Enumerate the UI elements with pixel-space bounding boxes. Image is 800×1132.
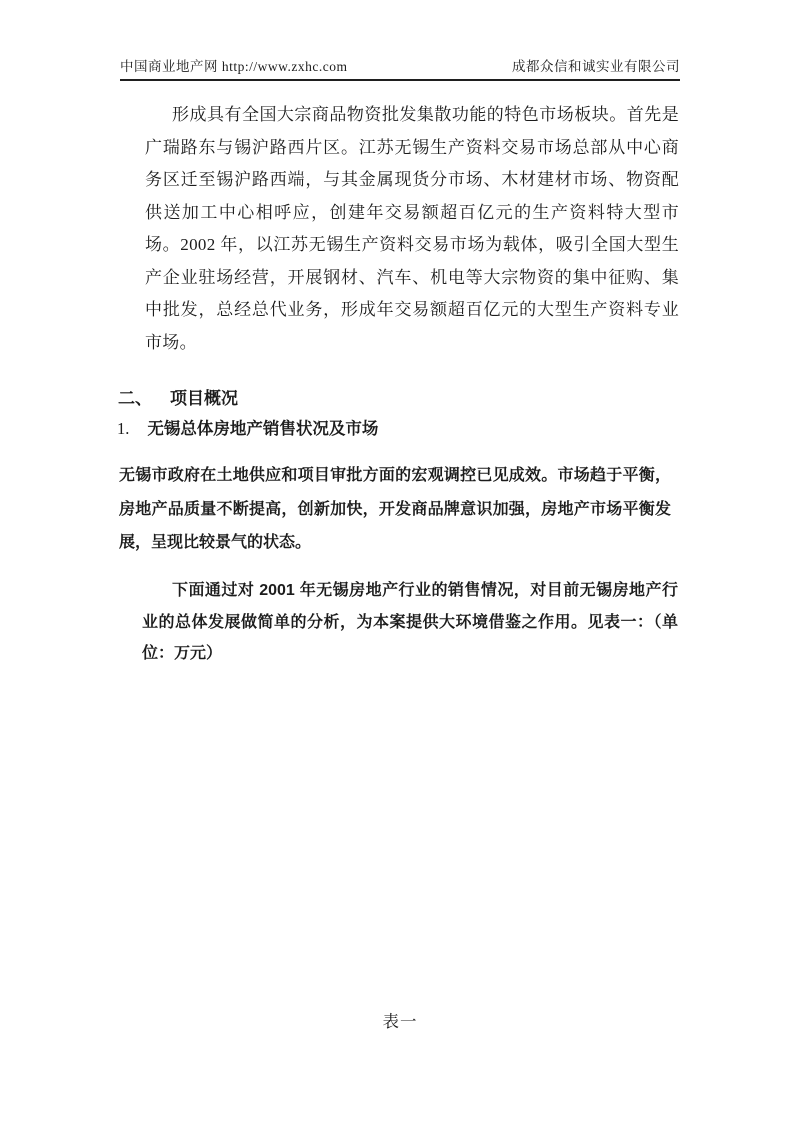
section-heading-number: 二、	[118, 389, 152, 408]
list-item-wuxi-sales	[117, 415, 378, 439]
table-caption: 表一	[382, 1012, 418, 1031]
header-company-name: 成都众信和诚实业有限公司	[512, 59, 680, 74]
list-item-title: 无锡总体房地产销售状况及市场	[147, 420, 379, 438]
paragraph-market-block: 形成具有全国大宗商品物资批发集散功能的特色市场板块。首先是广瑞路东与锡沪路西片区。江苏无锡生产资料交易市场总部从中心商务区迁至锡沪路西端，与其金属现货分市场、木材建材市场、物资配供送加工中心相呼应，创建年交易额超百亿元的生产资料特大型市场。2002 年，以江苏无锡生产资料交易市场为载体，吸引全国大型生产企业驻场经营，开展钢材、汽车、机电等大宗物资的集中征购、集中批发，总经总代业务，形成年交易额超百亿元的大型生产资料专业市场。	[145, 105, 679, 352]
paragraph-sales-analysis: 下面通过对 2001 年无锡房地产行业的销售情况，对目前无锡房地产行业的总体发展做简单的分析，为本案提供大环境借鉴之作用。见表一：（单位：万元）	[142, 582, 678, 662]
page-header	[120, 55, 680, 81]
header-site-url: 中国商业地产网 http://www.zxhc.com	[120, 59, 348, 74]
section-heading-project-overview	[118, 384, 238, 409]
list-item-number: 1.	[117, 419, 130, 438]
paragraph-macro-control: 无锡市政府在土地供应和项目审批方面的宏观调控已见成效。市场趋于平衡，房地产品质量不断提高，创新加快，开发商品牌意识加强，房地产市场平衡发展，呈现比较景气的状态。	[119, 467, 671, 551]
section-heading-title: 项目概况	[170, 389, 238, 408]
